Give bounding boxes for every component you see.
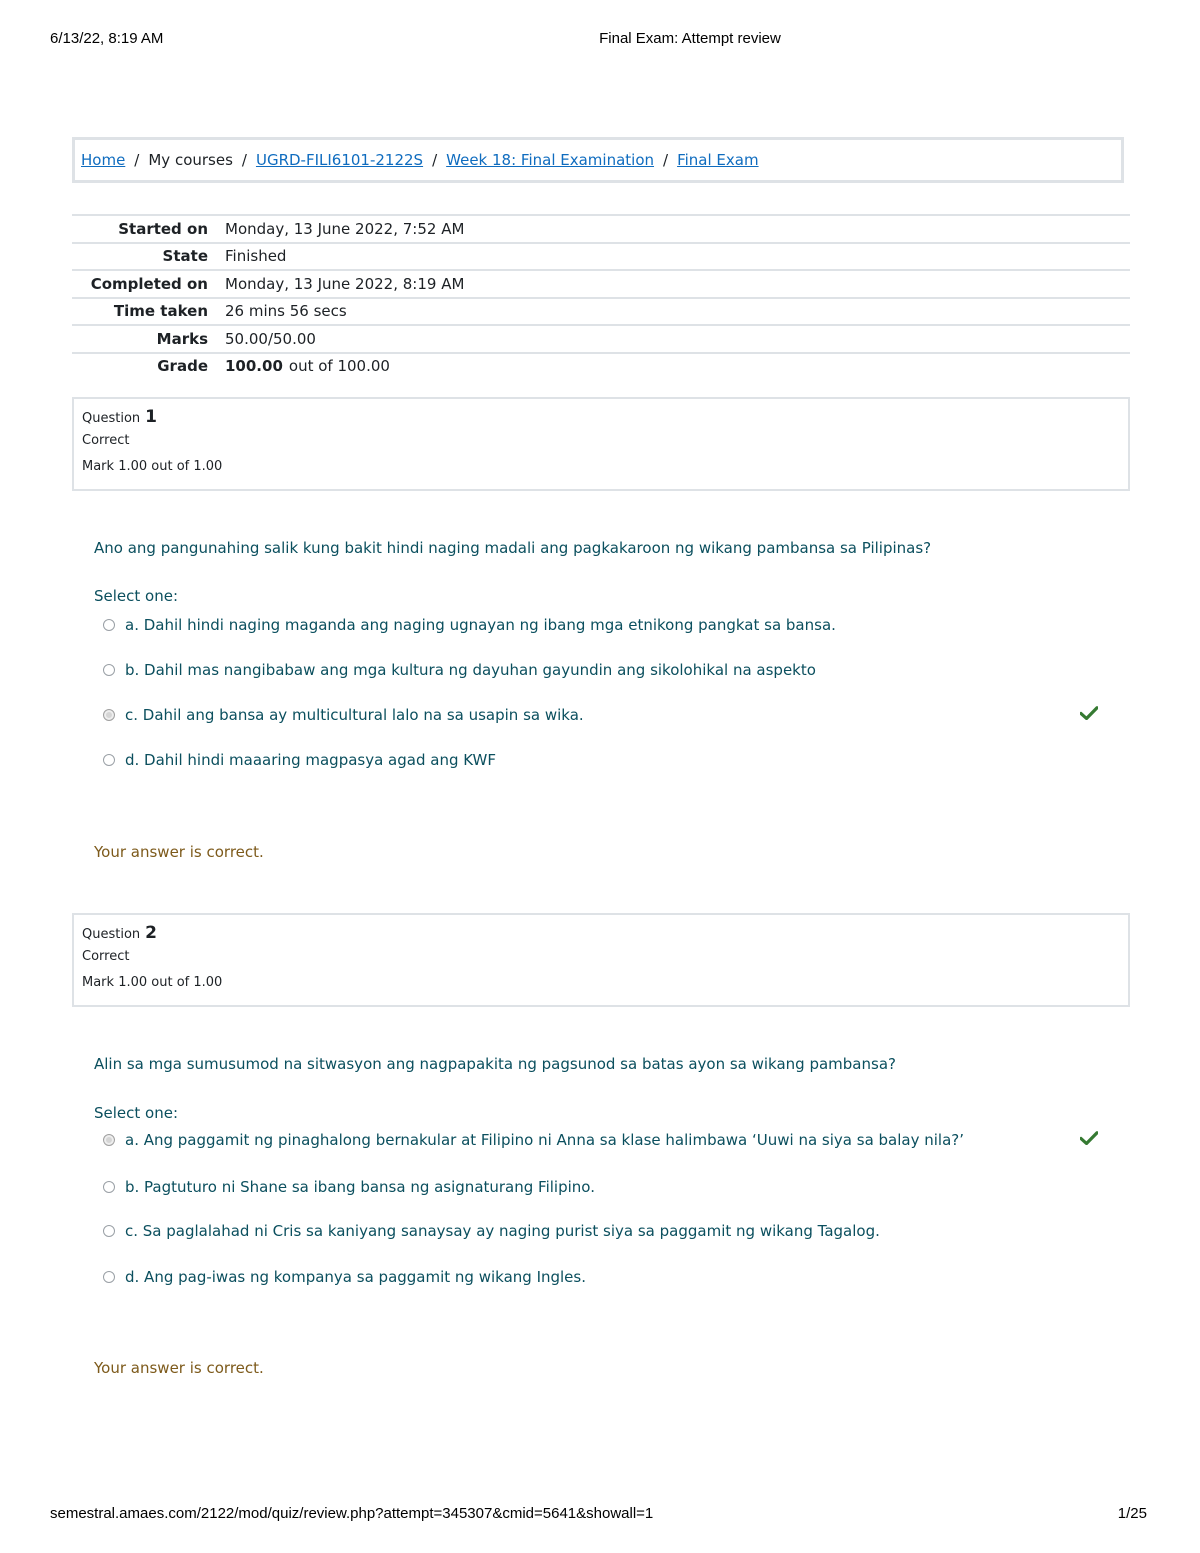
- breadcrumb-home-link[interactable]: Home: [81, 151, 126, 169]
- radio-button[interactable]: [103, 1181, 115, 1193]
- select-one-prompt: Select one:: [94, 587, 179, 605]
- grade-out-of: out of 100.00: [288, 357, 390, 376]
- answer-option-label: b. Dahil mas nangibabaw ang mga kultura ng dayuhan gayundin ang sikolohikal na aspekto: [125, 661, 816, 679]
- radio-button[interactable]: [103, 1225, 115, 1237]
- question-number: [82, 923, 1120, 947]
- summary-label: State: [162, 247, 208, 266]
- radio-button[interactable]: [103, 1271, 115, 1283]
- answer-option-label: c. Dahil ang bansa ay multicultural lalo na sa usapin sa wika.: [125, 706, 584, 724]
- select-one-prompt: Select one:: [94, 1104, 179, 1122]
- summary-row-time-taken: [72, 299, 1130, 327]
- question-info-box: [72, 397, 1130, 491]
- radio-button[interactable]: [103, 754, 115, 766]
- print-footer: [0, 1505, 1200, 1525]
- answer-option[interactable]: [103, 1222, 880, 1240]
- breadcrumb-separator: /: [241, 151, 247, 169]
- summary-row-state: [72, 244, 1130, 272]
- answer-option-label: a. Dahil hindi naging maganda ang naging ugnayan ng ibang mga etnikong pangkat sa bansa.: [125, 616, 836, 634]
- answer-option-label: c. Sa paglalahad ni Cris sa kaniyang sanaysay ay naging purist siya sa paggamit ng wikang Tagalog.: [125, 1222, 880, 1240]
- answer-option[interactable]: [103, 661, 816, 679]
- print-title: Final Exam: Attempt review: [599, 30, 781, 47]
- answer-option-label: b. Pagtuturo ni Shane sa ibang bansa ng asignaturang Filipino.: [125, 1178, 595, 1196]
- attempt-summary-table: [72, 214, 1130, 379]
- summary-label: Time taken: [113, 302, 208, 321]
- answer-option[interactable]: [103, 751, 496, 769]
- summary-label: Started on: [118, 219, 208, 238]
- answer-feedback: Your answer is correct.: [94, 1359, 264, 1377]
- breadcrumb-separator: /: [134, 151, 140, 169]
- print-header: [0, 30, 1200, 50]
- breadcrumb: [72, 137, 1124, 183]
- question-info-box: [72, 913, 1130, 1007]
- summary-label: Grade: [157, 357, 208, 376]
- answer-option-label: d. Dahil hindi maaaring magpasya agad ang KWF: [125, 751, 497, 769]
- question-number: [82, 407, 1120, 431]
- summary-value: Monday, 13 June 2022, 8:19 AM: [225, 274, 465, 293]
- print-page-number: 1/25: [1117, 1505, 1147, 1522]
- question-text: Alin sa mga sumusumod na sitwasyon ang nagpapakita ng pagsunod sa batas ayon sa wikang pambansa?: [94, 1055, 896, 1073]
- summary-label: Marks: [156, 329, 208, 348]
- question-number-value: 2: [145, 923, 157, 943]
- question-grade: Mark 1.00 out of 1.00: [82, 459, 223, 474]
- breadcrumb-course-link[interactable]: UGRD-FILI6101-2122S: [255, 151, 424, 169]
- summary-row-completed-on: [72, 271, 1130, 299]
- radio-button-checked[interactable]: [103, 1134, 115, 1146]
- summary-value: 50.00/50.00: [225, 329, 316, 348]
- answer-option-label: a. Ang paggamit ng pinaghalong bernakular at Filipino ni Anna sa klase halimbawa ‘Uuwi na siya sa balay nila?’: [125, 1131, 965, 1149]
- question-grade: Mark 1.00 out of 1.00: [82, 975, 223, 990]
- breadcrumb-my-courses: My courses: [148, 151, 233, 169]
- print-url: semestral.amaes.com/2122/mod/quiz/review.php?attempt=345307&cmid=5641&showall=1: [50, 1505, 654, 1522]
- radio-button[interactable]: [103, 664, 115, 676]
- answer-option[interactable]: [103, 1178, 595, 1196]
- summary-value: Monday, 13 June 2022, 7:52 AM: [225, 219, 465, 238]
- grade-score: 100.00: [225, 357, 283, 376]
- summary-label: Completed on: [90, 274, 208, 293]
- question-state: Correct: [82, 949, 130, 964]
- question-label: Question: [82, 927, 141, 942]
- summary-value: 26 mins 56 secs: [225, 302, 347, 321]
- answer-feedback: Your answer is correct.: [94, 843, 264, 861]
- checkmark-icon: [1080, 706, 1098, 720]
- question-state: Correct: [82, 433, 130, 448]
- radio-button[interactable]: [103, 619, 115, 631]
- summary-row-grade: [72, 354, 1130, 380]
- print-datetime: 6/13/22, 8:19 AM: [50, 30, 164, 47]
- breadcrumb-final-exam-link[interactable]: Final Exam: [677, 151, 759, 169]
- answer-option[interactable]: [103, 1268, 586, 1286]
- answer-option-selected[interactable]: [103, 1131, 964, 1149]
- summary-value: [225, 357, 390, 375]
- breadcrumb-separator: /: [663, 151, 669, 169]
- breadcrumb-separator: /: [432, 151, 438, 169]
- question-label: Question: [82, 411, 141, 426]
- summary-value: Finished: [225, 247, 287, 266]
- breadcrumb-week-link[interactable]: Week 18: Final Examination: [446, 151, 655, 169]
- summary-row-started-on: [72, 216, 1130, 244]
- checkmark-icon: [1080, 1131, 1098, 1145]
- question-text: Ano ang pangunahing salik kung bakit hindi naging madali ang pagkakaroon ng wikang pambansa sa Pilipinas?: [94, 539, 932, 557]
- answer-option[interactable]: [103, 616, 836, 634]
- answer-option-selected[interactable]: [103, 706, 584, 724]
- question-number-value: 1: [145, 407, 157, 427]
- answer-option-label: d. Ang pag-iwas ng kompanya sa paggamit ng wikang Ingles.: [125, 1268, 586, 1286]
- summary-row-marks: [72, 326, 1130, 354]
- radio-button-checked[interactable]: [103, 709, 115, 721]
